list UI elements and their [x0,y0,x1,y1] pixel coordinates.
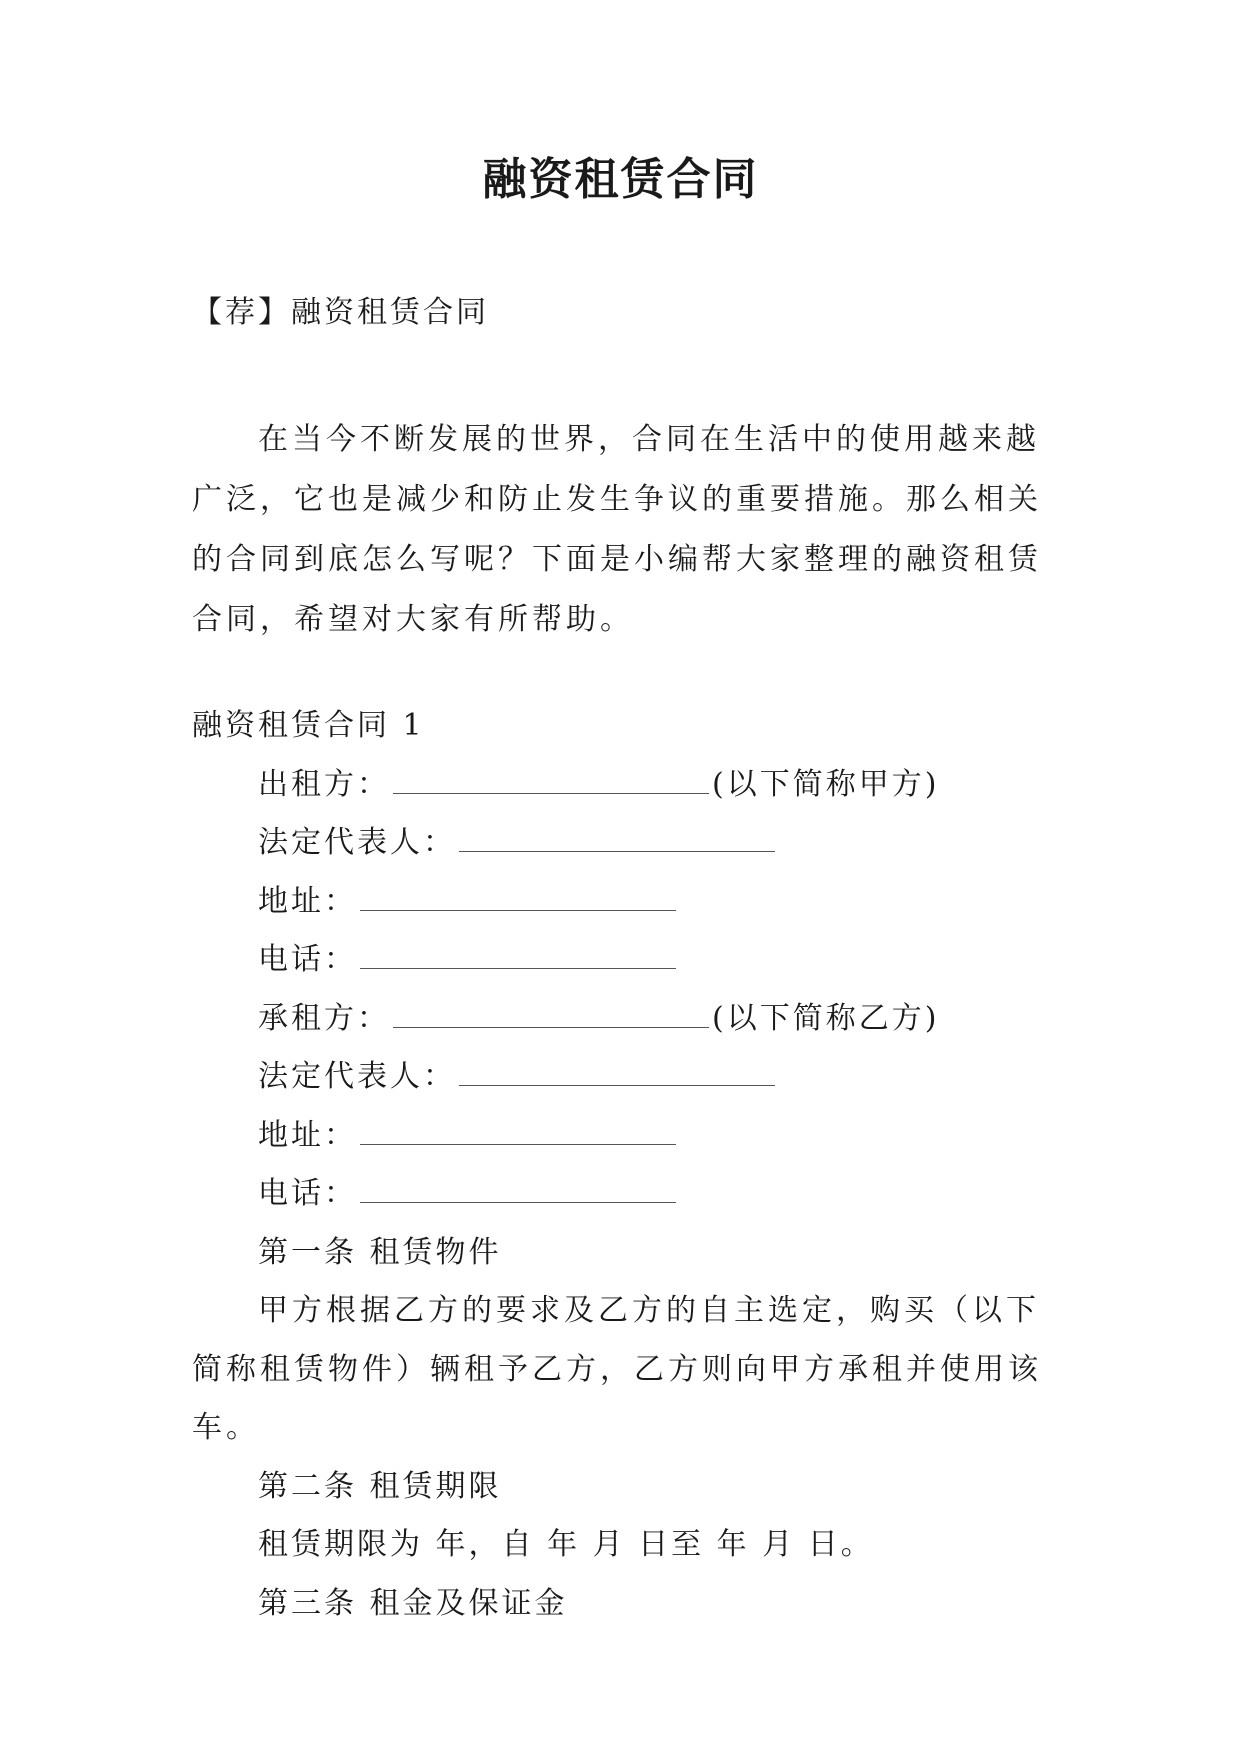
article-2-text: 租赁期限为 年，自 年 月 日至 年 月 日。 [258,1527,874,1562]
lessee-address-blank [360,1120,676,1145]
lessor-label: 出租方： [258,766,390,802]
lessor-blank [393,769,709,794]
lessor-address-label: 地址： [258,883,357,919]
contract-body [192,697,1072,1633]
lessor-phone-label: 电话： [258,942,357,977]
lessor-rep-blank [459,827,775,852]
lessee-rep-line [192,1048,1072,1107]
lessee-label: 承租方： [258,1000,390,1036]
lessor-phone-blank [360,944,676,969]
lessee-address-line [192,1107,1072,1166]
lessee-blank [393,1003,709,1028]
lessee-phone-blank [360,1178,676,1203]
lessor-line [192,756,1072,815]
contract-heading: 融资租赁合同 1 [192,708,425,743]
lessee-line [192,990,1072,1049]
lessee-rep-blank [459,1061,775,1086]
article-1-title: 第一条 租赁物件 [258,1234,502,1270]
article-3-title: 第三条 租金及保证金 [258,1585,568,1621]
article-1-text: 甲方根据乙方的要求及乙方的自主选定，购买（以下简称租赁物件）辆租予乙方，乙方则向甲方承租并使用该车。 [192,1293,1042,1445]
lessor-suffix: (以下简称甲方) [712,766,940,802]
intro-paragraph: 在当今不断发展的世界，合同在生活中的使用越来越广泛，它也是减少和防止发生争议的重要措施。那么相关的合同到底怎么写呢？下面是小编帮大家整理的融资租赁合同，希望对大家有所帮助。 [192,422,1042,637]
lessee-phone-label: 电话： [258,1176,357,1211]
lessor-rep-line [192,814,1072,873]
document-subtitle: 【荐】融资租赁合同 [192,295,489,330]
lessee-address-label: 地址： [258,1117,357,1153]
lessor-phone-line [192,931,1072,990]
lessee-suffix: (以下简称乙方) [712,1000,940,1036]
lessee-rep-label: 法定代表人： [258,1059,456,1094]
lessor-rep-label: 法定代表人： [258,825,456,860]
article-2-title: 第二条 租赁期限 [258,1468,502,1504]
lessor-address-line [192,873,1072,932]
document-title: 融资租赁合同 [482,154,759,205]
lessee-phone-line [192,1165,1072,1224]
lessor-address-blank [360,886,676,911]
